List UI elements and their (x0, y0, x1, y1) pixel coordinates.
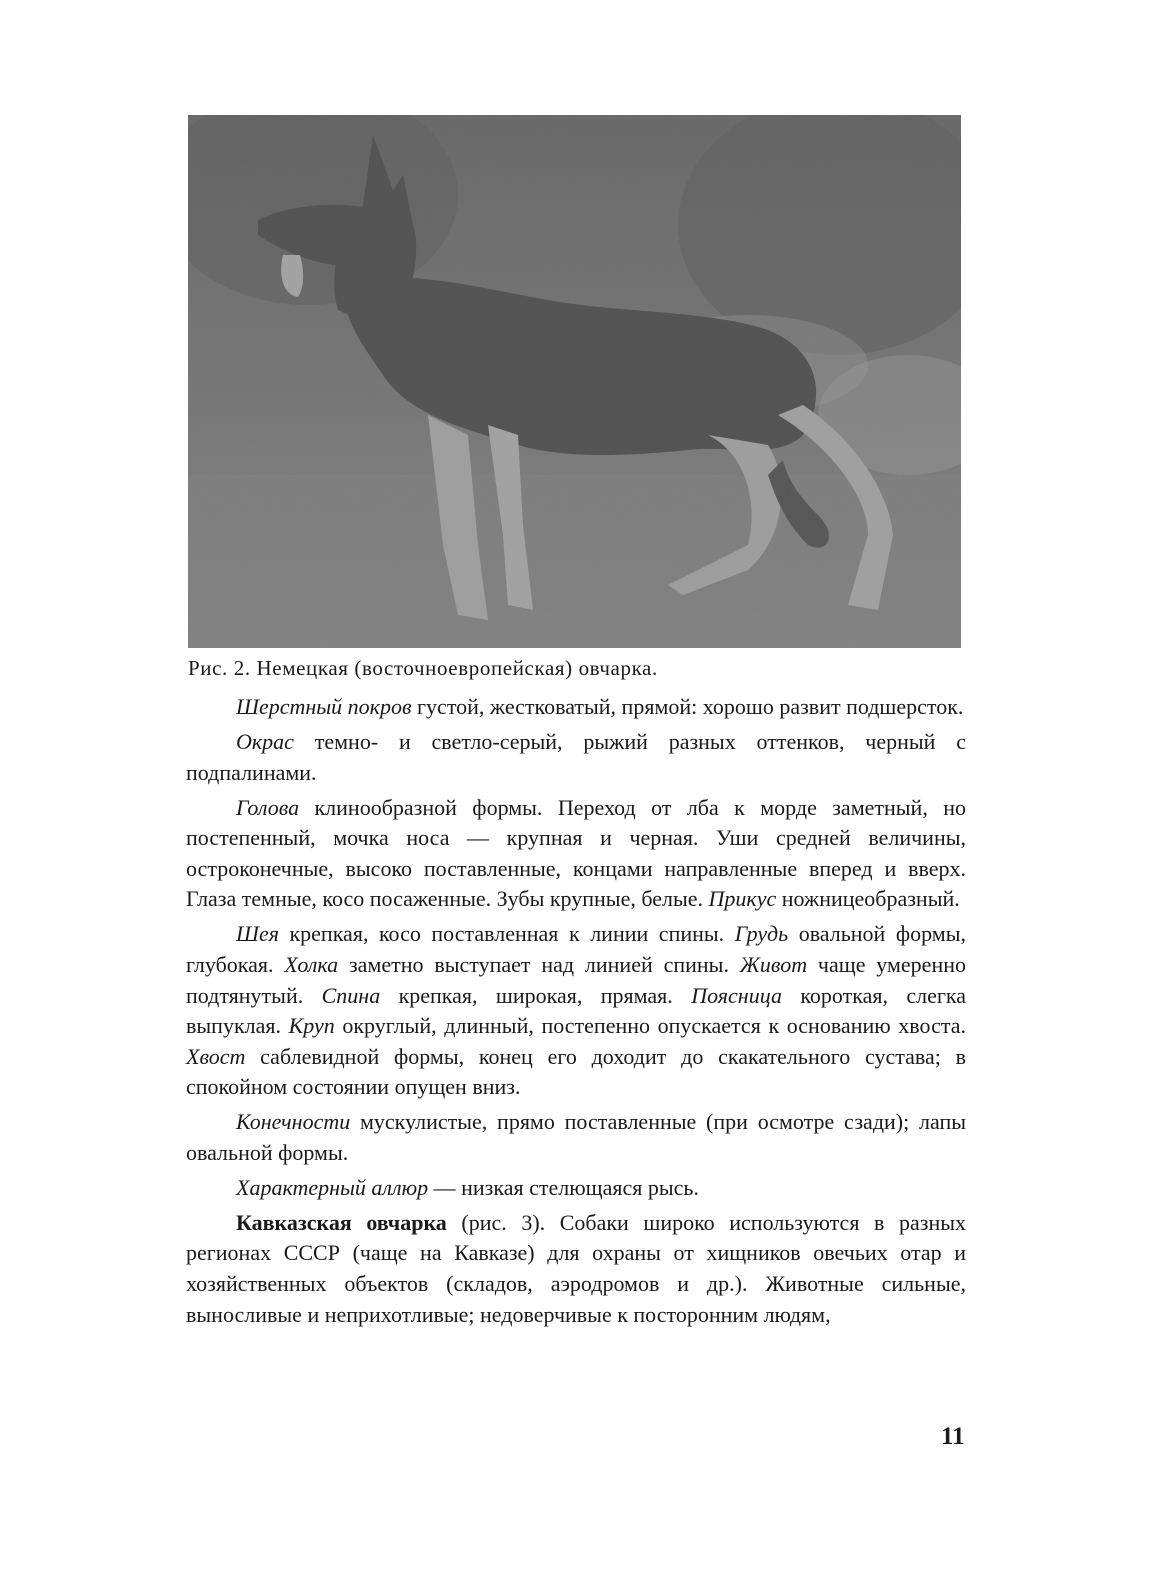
paragraph-text: темно- и светло-серый, рыжий разных оттенков, черный с подпалинами. (186, 728, 966, 785)
paragraph-limbs (186, 1107, 966, 1168)
paragraph-text: мускулистые, прямо поставленные (при осмотре сзади); лапы овальной формы. (186, 1109, 966, 1165)
dog-photo-illustration (188, 115, 961, 648)
term-coat: Шерстный покров (236, 694, 412, 719)
paragraph-text: округлый, длинный, постепенно опускается к основанию хвоста. (334, 1013, 966, 1039)
paragraph-text: крепкая, широкая, прямая. (380, 982, 692, 1008)
term-back: Спина (321, 982, 381, 1008)
paragraph-text: крепкая, косо поставленная к линии спины. (278, 921, 735, 947)
term-color: Окрас (236, 728, 294, 754)
paragraph-gait (186, 1173, 966, 1204)
term-head: Голова (236, 794, 300, 820)
figure-photo (188, 115, 961, 648)
breed-heading: Кавказская овчарка (236, 1209, 447, 1235)
paragraph-head (186, 793, 966, 915)
paragraph-body (186, 919, 966, 1103)
term-loin: Поясница (691, 982, 782, 1008)
term-gait: Характерный аллюр (236, 1174, 429, 1200)
paragraph-color (186, 727, 966, 788)
paragraph-text: (рис. 3). Собаки широко используются в разных регионах СССР (чаще на Кавказе) для охраны от хищников овечьих отар и хозяйственных объектов (складов, аэродромов и др.). Животные сильные, выносливые и неприхотливые; недоверчивые к посторонним людям, (186, 1209, 966, 1327)
term-neck: Шея (236, 921, 279, 947)
paragraph-text: — низкая стелющаяся рысь. (428, 1174, 699, 1200)
paragraph-text: густой, жестковатый, прямой: хорошо развит подшерсток. (411, 694, 964, 719)
term-chest: Грудь (734, 921, 789, 947)
term-withers: Холка (284, 951, 339, 977)
paragraph-text: саблевидной формы, конец его доходит до скакательного сустава; в спокойном состоянии опущен вниз. (186, 1043, 966, 1100)
paragraph-caucasian (186, 1208, 966, 1330)
paragraph-text: овальной формы, глубокая. (186, 921, 966, 977)
paragraph-coat (186, 692, 966, 723)
paragraph-text: ножницеобразный. (776, 886, 960, 912)
paragraph-text: заметно выступает над линией спины. (338, 951, 740, 977)
term-croup: Круп (288, 1013, 335, 1039)
body-text (186, 692, 966, 1330)
paragraph-text: клинообразной формы. Переход от лба к морде заметный, но постепенный, мочка носа — крупная и черная. Уши средней величины, остроконечные, высоко поставленные, концами направленные вперед и вверх. Глаза темные, косо посаженные. Зубы крупные, белые. (186, 794, 966, 912)
paragraph-text: чаще умеренно подтянутый. (186, 951, 966, 1008)
term-bite: Прикус (708, 886, 777, 912)
term-limbs: Конечности (236, 1109, 351, 1135)
term-tail: Хвост (186, 1043, 246, 1069)
paragraph-text: короткая, слегка выпуклая. (186, 982, 967, 1039)
page-number: 11 (941, 1423, 965, 1450)
term-belly: Живот (739, 951, 808, 977)
figure-caption: Рис. 2. Немецкая (восточноевропейская) овчарка. (188, 656, 658, 680)
